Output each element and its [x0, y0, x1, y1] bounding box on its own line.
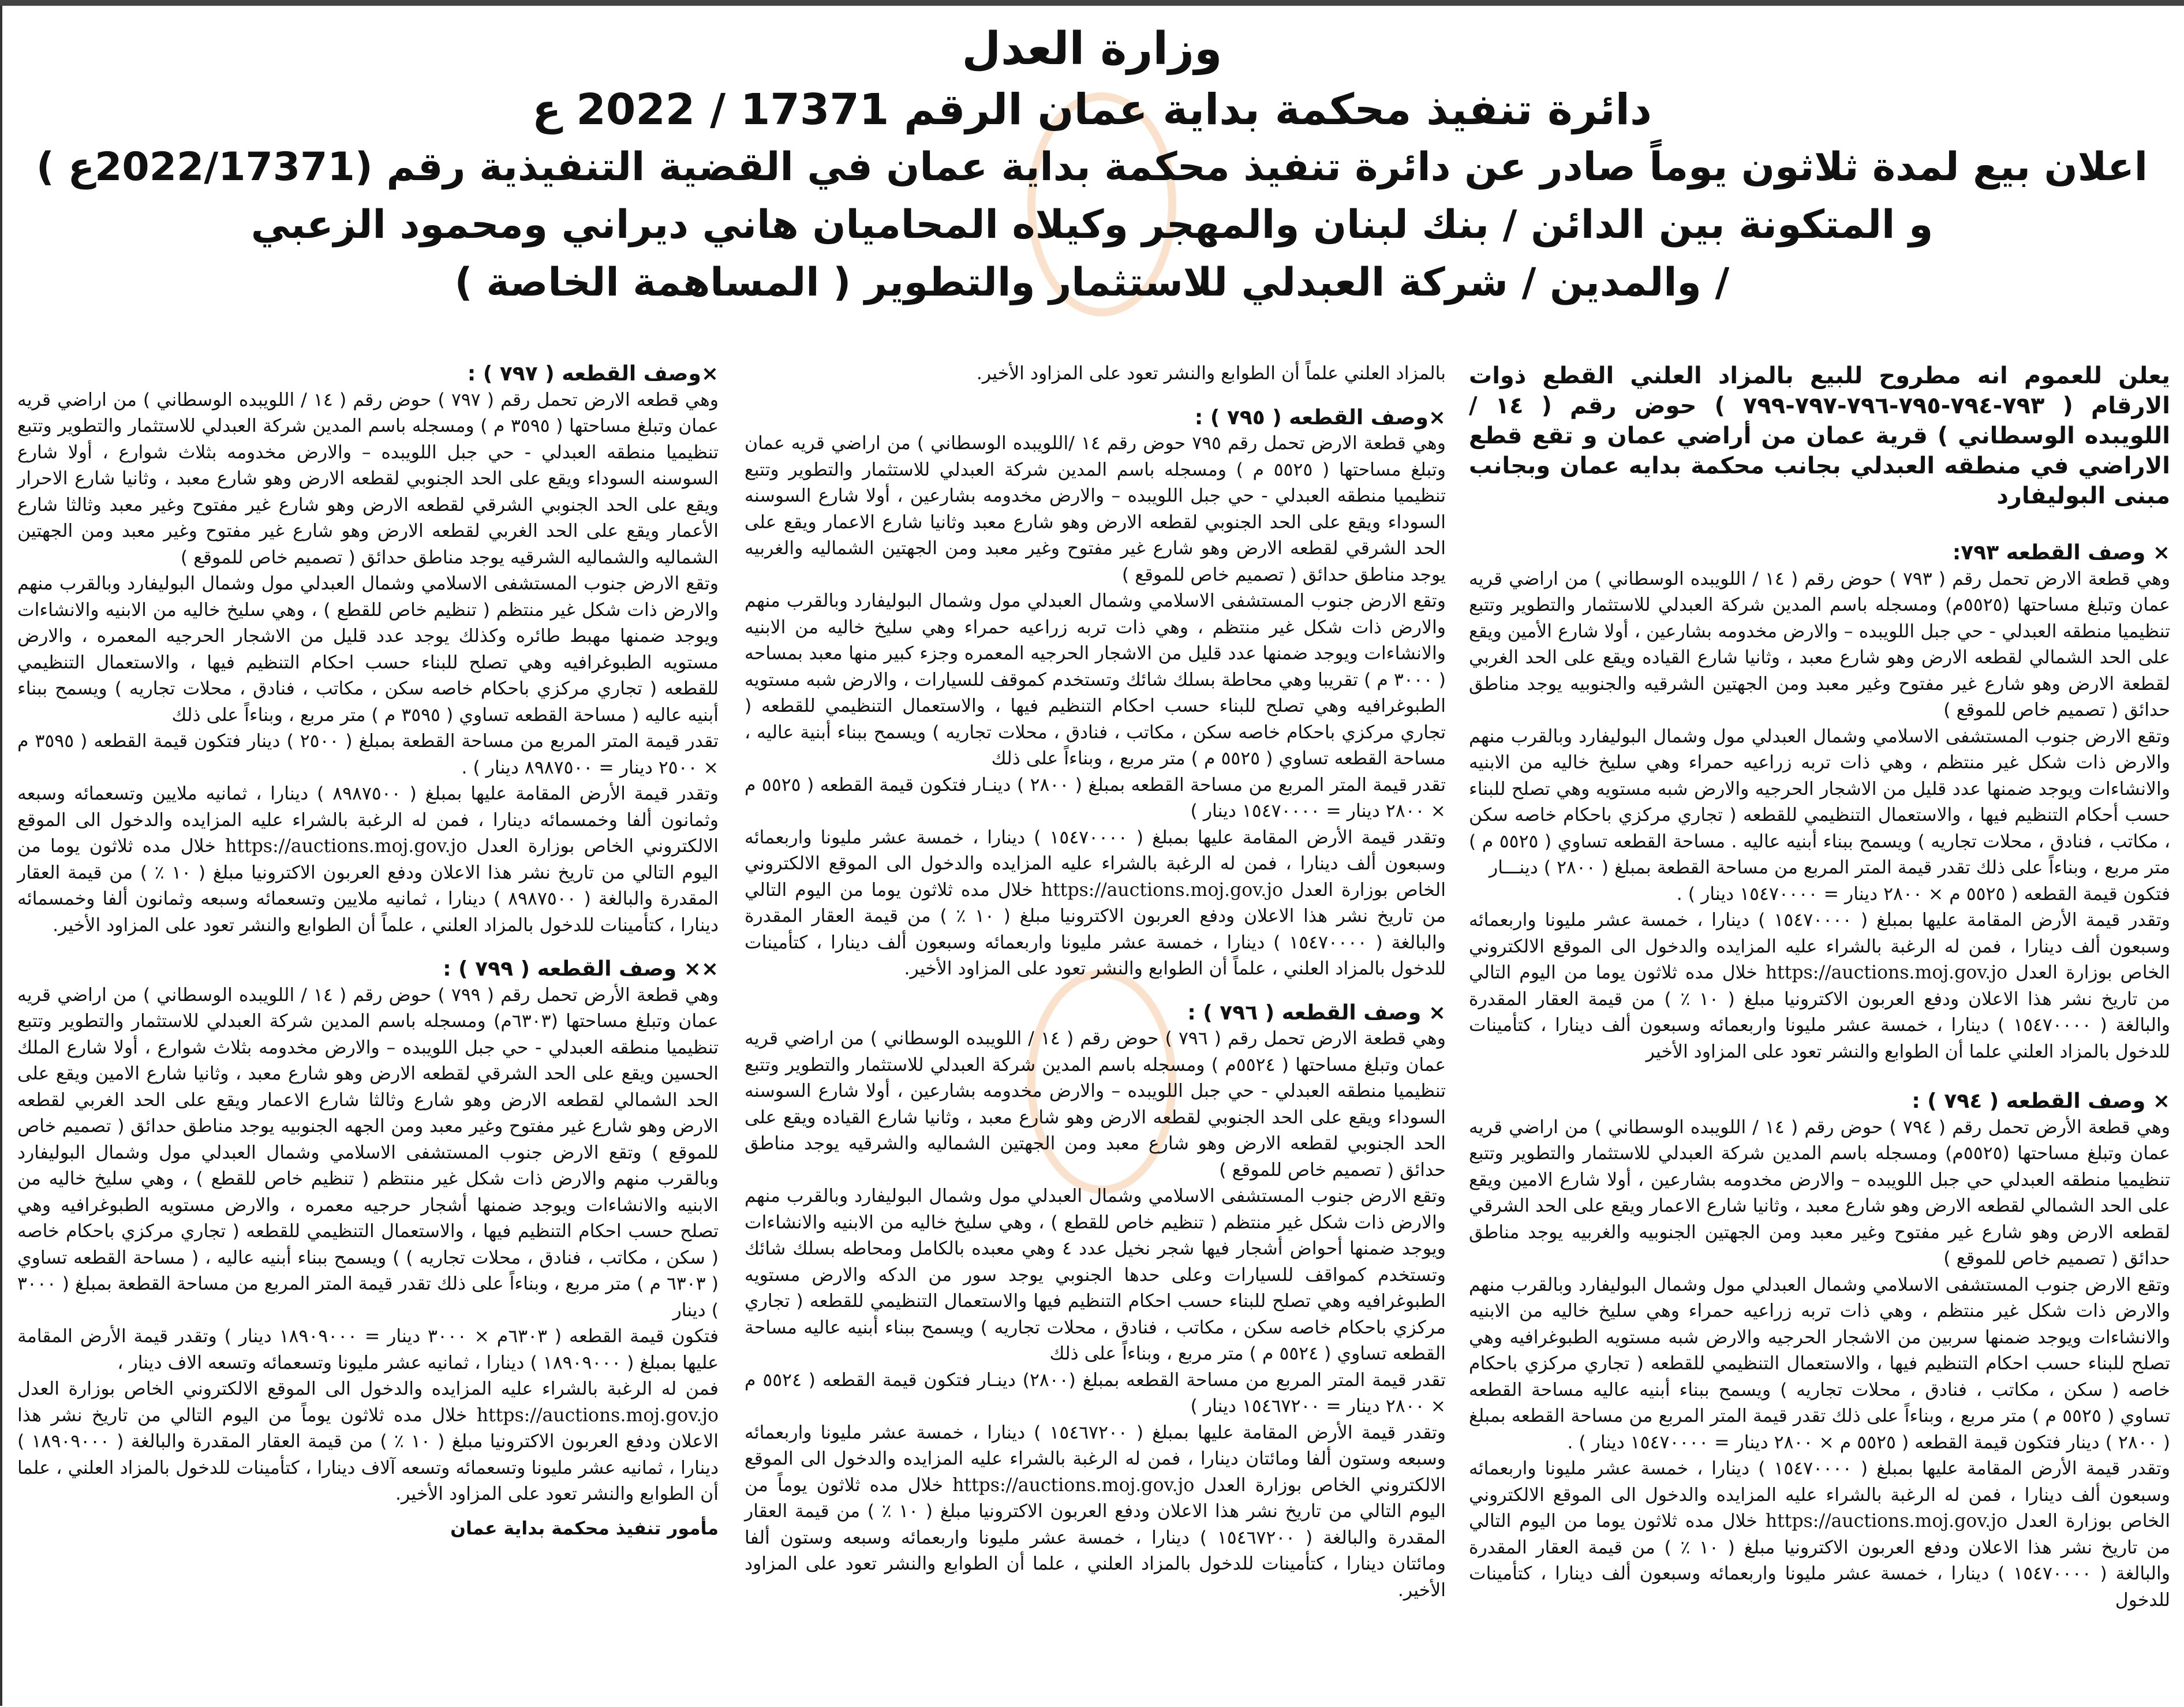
plot-bid-info [745, 1420, 1446, 1604]
section-title: × وصف القطعه ( ٧٩٤ ) : [1912, 1089, 2170, 1113]
continuation-text: بالمزاد العلني علماً أن الطوابع والنشر تعود على المزاود الأخير. [976, 363, 1446, 384]
plot-section-799 [17, 956, 719, 1508]
column-right [1469, 361, 2170, 1613]
deposit-text: خلال مده ثلاثون يوما من اليوم التالي من تاريخ نشر هذا الاعلان ودفع العربون الاكترونيا مبلغ ( ١٠ ٪ ) من قيمة العقار المقدرة والبالغة ( ١٥٤٧٠٠٠٠ ) دينارا ، خمسة عشر مليونا واربعمائه وسبعون ألف دينارا ، كتأمينات للدخول بالمزاد العلني علما أن الطوابع والنشر تعود على المزاود الأخير [1469, 962, 2170, 1062]
announcement-title: اعلان بيع لمدة ثلاثون يوماً صادر عن دائرة تنفيذ محكمة بداية عمان في القضية التنفيذية رقم (2022/17371ع ) [36, 144, 2148, 190]
auction-link[interactable]: https://auctions.moj.gov.jo [476, 1405, 719, 1426]
plot-details: وتقع الارض جنوب المستشفى الاسلامي وشمال العبدلي مول وشمال البوليفارد وبالقرب منهم والارض ذات شكل غير منتظم ، وهي ذات تربه زراعيه حمراء وهي سليخ خاليه من الابنيه والانشاءات ويوجد ضمنها سربين من الاشجار الحرجيه والارض شبه مستويه الطبوغرافيه وهي تصلح للبناء حسب احكام التنظيم فيها ، والاستعمال التنظيمي للقطعه ( تجاري مركزي باحكام خاصه ( سكن ، مكاتب ، فنادق ، محلات تجاريه ) ويسمح ببناء أبنيه عاليه مساحة القطعه تساوي ( ٥٥٢٥ م ) متر مربع ، وبناءاً على ذلك تقدر قيمة المتر المربع من مساحة القطعه بمبلغ ( ٢٨٠٠ ) دينار فتكون قيمة القطعه ( ٥٥٢٥ م × ٢٨٠٠ دينار = ١٥٤٧٠٠٠٠ دينار ) . [1469, 1274, 2170, 1453]
plot-description: وهي قطعة الأرض تحمل رقم ( ٧٩٤ ) حوض رقم ( ١٤ / اللويبده الوسطاني ) من اراضي قريه عمان وتبلغ مساحتها (٥٥٢٥م) ومسجله باسم المدين شركة العبدلي للاستثمار والتطوير وتتبع تنظيميا منطقه العبدلي حي جبل اللويبده – والارض مخدومه بشارعين ، أولا شارع الامين ويقع على الحد الشمالي لقطعه الارض وهو شارع معبد ، وثانيا شارع الاعمار ويقع على الحد الشرقي لقطعه الارض وهو شارع غير مفتوح وغير معبد ومن الجهتين الجنوبيه والغربيه يوجد مناطق حدائق ( تصميم خاص للموقع ) [1469, 1116, 2170, 1269]
bid-text: وتقدر قيمة الأرض المقامة عليها بمبلغ ( ١٥٤٧٠٠٠٠ ) دينارا ، خمسة عشر مليونا واربعمائه وسبعون ألف دينارا ، فمن له الرغبة بالشراء عليه المزايده والدخول الى الموقع الالكتروني الخاص بوزارة العدل [1469, 910, 2171, 983]
section-title: ×× وصف القطعه ( ٧٩٩ ) : [443, 957, 719, 981]
column-left [17, 361, 719, 1542]
plot-description: وهي قطعة الارض تحمل رقم ٧٩٥ حوض رقم ١٤ /اللويبده الوسطاني ) من اراضي قريه عمان وتبلغ مساحتها ( ٥٥٢٥ م ) ومسجله باسم المدين شركة العبدلي للاستثمار والتطوير وتتبع تنظيميا منطقه العبدلي - حي جبل اللويبده – والارض مخدومه بشارعين ، أولا شارع السوسنه السوداء ويقع على الحد الجنوبي لقطعه الارض وهو شارع معبد وثانيا شارع الاعمار ويقع على الحد الشرقي لقطعه الارض وهو شارع غير مفتوح وغير معبد ومن الجهتين الشماليه والغربيه يوجد مناطق حدائق ( تصميم خاص للموقع ) [745, 433, 1446, 585]
plot-value: فتكون قيمة القطعه ( ٦٣٠٣م × ٣٠٠٠ دينار = ١٨٩٠٩٠٠٠ دينار ) وتقدر قيمة الأرض المقامة عليها بمبلغ ( ١٨٩٠٩٠٠٠ ) دينارا ، ثمانيه عشر مليونا وتسعمائه وتسعه الاف دينار ، [17, 1326, 719, 1373]
section-title: ×وصف القطعه ( ٧٩٥ ) : [1194, 405, 1446, 429]
plot-section-797 [17, 361, 719, 939]
top-border [0, 0, 2184, 6]
plot-bid-info [17, 1376, 719, 1508]
plot-section-796 [745, 1000, 1446, 1604]
auction-link[interactable]: https://auctions.moj.gov.jo [1041, 879, 1284, 901]
ministry-title: وزارة العدل [962, 23, 1222, 75]
bid-text: وتقدر قيمة الأرض المقامة عليها بمبلغ ( ١٥٤٧٠٠٠٠ ) دينارا ، خمسة عشر مليونا واربعمائه وسبعون ألف دينارا ، فمن له الرغبة بالشراء عليه المزايده والدخول الى الموقع الالكتروني الخاص بوزارة العدل [1469, 1458, 2171, 1532]
plot-details: وتقع الارض جنوب المستشفى الاسلامي وشمال العبدلي مول وشمال البوليفارد وبالقرب منهم والارض ذات شكل غير منتظم ( تنظيم خاص للقطع ) ، وهي سليخ خاليه من الابنيه والانشاءات ويوجد ضمنها أحواض أشجار فيها شجر نخيل عدد ٤ وهي معبده بالكامل ومحاطه بسلك شائك وتستخدم كمواقف للسيارات وعلى حدها الجنوبي يوجد سور من الدكه والارض مستويه الطبوغرافيه وهي تصلح للبناء حسب احكام التنظيم فيها والاستعمال التنظيمي للقطعه ( تجاري مركزي باحكام خاصه سكن ، مكاتب ، فنادق ، محلات تجاريه ) ويسمح ببناء أبنيه عاليه مساحة القطعه تساوي ( ٥٥٢٤ م ) متر مربع ، وبناءاً على ذلك [745, 1186, 1446, 1364]
deposit-text: خلال مده ثلاثون يوماً من اليوم التالي من تاريخ نشر هذا الاعلان ودفع العربون الاكترونيا مبلغ ( ١٠ ٪ ) من قيمة العقار المقدرة والبالغة ( ١٥٤٦٧٢٠٠ ) دينارا ، خمسة عشر مليونا واربعمائه وسبعه وستون ألفا ومائتان دينارا ، كتأمينات للدخول بالمزاد العلني ، علما أن الطوابع والنشر تعود على المزاود الأخير. [745, 1474, 1446, 1601]
auction-link[interactable]: https://auctions.moj.gov.jo [1765, 1511, 2008, 1532]
plot-description: وهي قطعه الارض تحمل رقم ( ٧٩٧ ) حوض رقم ( ١٤ / اللويبده الوسطاني ) من اراضي قريه عمان وتبلغ مساحتها ( ٣٥٩٥ م ) ومسجله باسم المدين شركة العبدلي للاستثمار والتطوير وتتبع تنظيميا منطقه العبدلي - حي جبل اللويبده – والارض مخدومه بثلاث شوارع ، أولا شارع السوسنه السوداء ويقع على الحد الجنوبي لقطعه الارض وهو شارع معبد ، وثانيا شارع الاحرار ويقع على الحد الجنوبي الشرقي لقطعه الارض وهو شارع غير مفتوح وغير معبد وثالثا شارع الأعمار ويقع على الحد الغربي لقطعه الارض وهو شارع غير مفتوح وغير معبد ومن الجهتين الشماليه والشماليه الشرقيه يوجد مناطق حدائق ( تصميم خاص للموقع ) [17, 389, 719, 568]
plot-details: وتقع الارض جنوب المستشفى الاسلامي وشمال العبدلي مول وشمال البوليفارد وبالقرب منهم والارض ذات شكل غير منتظم ، وهي ذات تربه زراعيه حمراء وهي سليخ خاليه من الابنيه والانشاءات ويوجد ضمنها عدد قليل من الاشجار الحرجيه والارض شبه مستويه وهي تصلح للبناء حسب أحكام التنظيم فيها ، والاستعمال التنظيمي للقطعه ( تجاري مركزي باحكام خاصه سكن ، مكاتب ، فنادق ، محلات تجاريه ) ويسمح ببناء أبنيه عاليه . مساحة القطعه تساوي ( ٥٥٢٥ م ) متر مربع ، وبناءاً على ذلك تقدر قيمة المتر المربع من مساحة القطعة بمبلغ ( ٢٨٠٠ ) دينـــار [1469, 726, 2170, 878]
plot-section-795 [745, 405, 1446, 983]
bid-text: وتقدر قيمة الأرض المقامة عليها بمبلغ ( ١٥٤٧٠٠٠٠ ) دينارا ، خمسة عشر مليونا واربعمائه وسبعون ألف دينارا ، فمن له الرغبة بالشراء عليه المزايده والدخول الى الموقع الالكتروني الخاص بوزارة العدل [745, 827, 1446, 901]
plot-value: تقدر قيمة المتر المربع من مساحة القطعة بمبلغ ( ٢٥٠٠ ) دينار فتكون قيمة القطعه ( ٣٥٩٥ م × ٢٥٠٠ دينار = ٨٩٨٧٥٠٠ دينار ) . [17, 731, 719, 778]
plot-value: تقدر قيمة المتر المربع من مساحة القطعه بمبلغ (٢٨٠٠) دينـار فتكون قيمة القطعه ( ٥٥٢٤ م × ٢٨٠٠ دينار = ١٥٤٦٧٢٠٠ دينار ) [745, 1369, 1446, 1417]
section-title: × وصف القطعه ٧٩٣: [1952, 541, 2170, 565]
notice-header [0, 17, 2184, 312]
column-middle [745, 361, 1446, 1604]
plot-bid-info [1469, 1456, 2170, 1613]
section-title: ×وصف القطعه ( ٧٩٧ ) : [467, 362, 719, 386]
plot-description: وهي قطعة الارض تحمل رقم ( ٧٩٦ ) حوض رقم ( ١٤ / اللويبده الوسطاني ) من اراضي قريه عمان وتبلغ مساحتها ( ٥٥٢٤م ) ومسجله باسم المدين شركة العبدلي للاستثمار والتطوير وتتبع تنظيميا منطقه العبدلي - حي جبل اللويبده – والارض مخدومه بشارعين ، أولا شارع السوسنه السوداء ويقع على الحد الجنوبي لقطعه الارض وهو شارع معبد ، وثانيا شارع القياده ويقع على الحد الجنوبي لقطعه الارض وهو شارع معبد ومن الجهتين الشماليه والشرقيه يوجد مناطق حدائق ( تصميم خاص للموقع ) [745, 1028, 1446, 1181]
plot-value: فتكون قيمة القطعه ( ٥٥٢٥ م × ٢٨٠٠ دينار = ١٥٤٧٠٠٠٠ دينار ) . [1676, 883, 2170, 905]
plot-section-794 [1469, 1088, 2170, 1613]
deposit-text: خلال مده ثلاثون يوماً من اليوم التالي من تاريخ نشر هذا الاعلان ودفع العربون الاكترونيا مبلغ ( ١٠ ٪ ) من قيمة العقار المقدرة والبالغة ( ١٨٩٠٩٠٠٠ ) دينارا ، ثمانيه عشر مليونا وتسعمائه وتسعه آلاف دينارا ، كتأمينات للدخول بالمزاد العلني ، علما أن الطوابع والنشر تعود على المزاود الأخير. [17, 1405, 719, 1504]
auction-link[interactable]: https://auctions.moj.gov.jo [952, 1474, 1195, 1496]
auction-link[interactable]: https://auctions.moj.gov.jo [1765, 962, 2008, 983]
bid-text: وتقدر قيمة الأرض المقامة عليها بمبلغ ( ١٥٤٦٧٢٠٠ ) دينارا ، خمسة عشر مليونا واربعمائه وسبعه وستون ألفا ومائتان دينارا ، فمن له الرغبة بالشراء عليه المزايده والدخول الى الموقع الالكتروني الخاص بوزارة العدل [745, 1422, 1446, 1496]
intro-text: يعلن للعموم انه مطروح للبيع بالمزاد العلني القطع ذوات الارقام ( ٧٩٣-٧٩٤-٧٩٥-٧٩٦-٧٩٧-٧٩٩ ) حوض رقم ( ١٤ / اللويبده الوسطاني ) قرية عمان من أراضي عمان و تقع قطع الاراضي في منطقه العبدلي بجانب محكمة بدايه عمان وبجانب مبنى البوليفارد [1469, 363, 2170, 509]
department-title: دائرة تنفيذ محكمة بداية عمان الرقم 17371 / 2022 ع [532, 85, 1652, 135]
section-title: × وصف القطعه ( ٧٩٦ ) : [1187, 1000, 1446, 1025]
deposit-text: خلال مده ثلاثون يوما من اليوم التالي من تاريخ نشر هذا الاعلان ودفع العربون الاكترونيا مبلغ ( ١٠ ٪ ) من قيمة العقار المقدرة والبالغة ( ١٥٤٧٠٠٠٠ ) دينارا ، خمسة عشر مليونا واربعمائه وسبعون ألف دينارا ، كتأمينات للدخول بالمزاد العلني ، علماً أن الطوابع والنشر تعود على المزاود الأخير. [745, 879, 1446, 979]
bid-text: فمن له الرغبة بالشراء عليه المزايده والدخول الى الموقع الالكتروني الخاص بوزارة العدل [17, 1379, 719, 1399]
plot-section-793 [1469, 540, 2170, 1065]
signature: مأمور تنفيذ محكمة بداية عمان [450, 1518, 719, 1539]
plot-details: وتقع الارض جنوب المستشفى الاسلامي وشمال العبدلي مول وشمال البوليفارد وبالقرب منهم والارض ذات شكل غير منتظم ، وهي ذات تربه زراعيه حمراء وهي سليخ خاليه من الابنيه والانشاءات ويوجد ضمنها عدد قليل من الاشجار الحرجيه المعمره وجزء كبير منها معبد بمساحه ( ٣٠٠٠ م ) تقريبا وهي محاطة بسلك شائك وتستخدم كموقف للسيارات ، والارض شبه مستويه الطبوغرافيه وهي تصلح للبناء حسب احكام التنظيم فيها ، والاستعمال التنظيمي للقطعه ( تجاري مركزي باحكام خاصه سكن ، مكاتب ، فنادق ، محلات تجاريه ) ويسمح ببناء أبنية عاليه ، مساحة القطعه تساوي ( ٥٥٢٥ م ) متر مربع ، وبناءاً على ذلك [745, 591, 1446, 769]
plot-description: وهي قطعة الأرض تحمل رقم ( ٧٩٩ ) حوض رقم ( ١٤ / اللويبده الوسطاني ) من اراضي قريه عمان وتبلغ مساحتها (٦٣٠٣م) ومسجله باسم المدين شركة العبدلي للاستثمار والتطوير وتتبع تنظيميا منطقه العبدلي - حي جبل اللويبده – والارض مخدومه بثلاث شوارع ، أولا شارع الملك الحسين ويقع على الحد الشرقي لقطعه الارض وهو شارع معبد ، وثانيا شارع الامين ويقع على الحد الشمالي لقطعه الارض وهو شارع وثالثا شارع الاعمار ويقع على الحد الغربي لقطعه الارض وهو شارع غير مفتوح وغير معبد ومن الجهه الجنوبيه يوجد مناطق حدائق ( تصميم خاص للموقع ) وتقع الارض جنوب المستشفى الاسلامي وشمال العبدلي مول وشمال البوليفارد وبالقرب منهم والارض ذات شكل غير منتظم ( تنظيم خاص للقطع ) ، وهي سليخ خاليه من الابنيه والانشاءات ويوجد ضمنها أشجار حرجيه معمره ، والارض مستويه الطبوغرافيه وهي تصلح حسب احكام التنظيم فيها ، والاستعمال التنظيمي للقطعه ( تجاري مركزي باحكام خاصه ( سكن ، مكاتب ، فنادق ، محلات تجاريه ) ) ويسمح ببناء أبنيه عاليه ، ( مساحة القطعه تساوي ( ٦٣٠٣ م ) متر مربع ، وبناءاً على ذلك تقدر قيمة المتر المربع من مساحة القطعة بمبلغ ( ٣٠٠٠ ) دينار [17, 984, 719, 1321]
parties-creditor: و المتكونة بين الدائن / بنك لبنان والمهجر وكيلاه المحاميان هاني ديراني ومحمود الزعبي [250, 202, 1934, 248]
plot-description: وهي قطعة الارض تحمل رقم ( ٧٩٣ ) حوض رقم ( ١٤ / اللويبده الوسطاني ) من اراضي قريه عمان وتبلغ مساحتها (٥٥٢٥م) ومسجله باسم المدين شركة العبدلي للاستثمار والتطوير وتتبع تنظيميا منطقه العبدلي - حي جبل اللويبده – والارض مخدومه بشارعين ، أولا شارع الأمين ويقع على الحد الشمالي لقطعه الارض وهو شارع معبد ، وثانيا شارع القياده ويقع على الحد الغربي لقطعة الارض وهو شارع غير مفتوح وغير معبد ومن الجهتين الشرقيه والجنوبيه يوجد مناطق حدائق ( تصميم خاص للموقع ) [1469, 568, 2170, 720]
parties-debtor: / والمدين / شركة العبدلي للاستثمار والتطوير ( المساهمة الخاصة ) [454, 260, 1730, 305]
plot-bid-info [1469, 907, 2170, 1065]
auction-link[interactable]: https://auctions.moj.gov.jo [225, 836, 468, 857]
bid-text: وتقدر قيمة الأرض المقامة عليها بمبلغ ( ٨٩٨٧٥٠٠ ) دينارا ، ثمانيه ملايين وتسعمائه وسبعه وثمانون ألفا وخمسمائه دينارا ، فمن له الرغبة بالشراء عليه المزايده والدخول الى الموقع الالكتروني الخاص بوزارة العدل [17, 783, 719, 857]
plot-bid-info [17, 781, 719, 939]
plot-details: وتقع الارض جنوب المستشفى الاسلامي وشمال العبدلي مول وشمال البوليفارد وبالقرب منهم والارض ذات شكل غير منتظم ( تنظيم خاص للقطع ) ، وهي سليخ خاليه من الابنيه والانشاءات ويوجد ضمنها مهبط طائره وكذلك يوجد عدد قليل من الاشجار الحرجيه المعمره ، والارض مستويه الطبوغرافيه وهي تصلح للبناء حسب احكام التنظيم فيها ، والاستعمال التنظيمي للقطعه ( تجاري مركزي باحكام خاصه سكن ، مكاتب ، فنادق ، محلات تجاريه ) ويسمح ببناء أبنيه عاليه ( مساحة القطعه تساوي ( ٣٥٩٥ م ) متر مربع ، وبناءاً على ذلك [17, 573, 719, 726]
plot-bid-info [745, 825, 1446, 983]
deposit-text: خلال مده ثلاثون يوما من اليوم التالي من تاريخ نشر هذا الاعلان ودفع العربون الاكترونيا مبلغ ( ١٠ ٪ ) من قيمة العقار المقدرة والبالغة ( ١٥٤٧٠٠٠٠ ) دينارا ، خمسة عشر مليونا واربعمائه وسبعون ألف دينارا ، كتأمينات للدخول [1469, 1511, 2170, 1611]
deposit-text: خلال مده ثلاثون يوما من اليوم التالي من تاريخ نشر هذا الاعلان ودفع العربون الاكترونيا مبلغ ( ١٠ ٪ ) من قيمة العقار المقدرة والبالغة ( ٨٩٨٧٥٠٠ ) دينارا ، ثمانيه ملايين وتسعمائه وسبعه وثمانون ألفا وخمسمائه دينارا ، كتأمينات للدخول بالمزاد العلني ، علماً أن الطوابع والنشر تعود على المزاود الأخير. [17, 836, 719, 936]
plot-value: تقدر قيمة المتر المربع من مساحة القطعه بمبلغ ( ٢٨٠٠ ) دينـار فتكون قيمة القطعه ( ٥٥٢٥ م × ٢٨٠٠ دينار = ١٥٤٧٠٠٠٠ دينار ) [745, 774, 1446, 821]
